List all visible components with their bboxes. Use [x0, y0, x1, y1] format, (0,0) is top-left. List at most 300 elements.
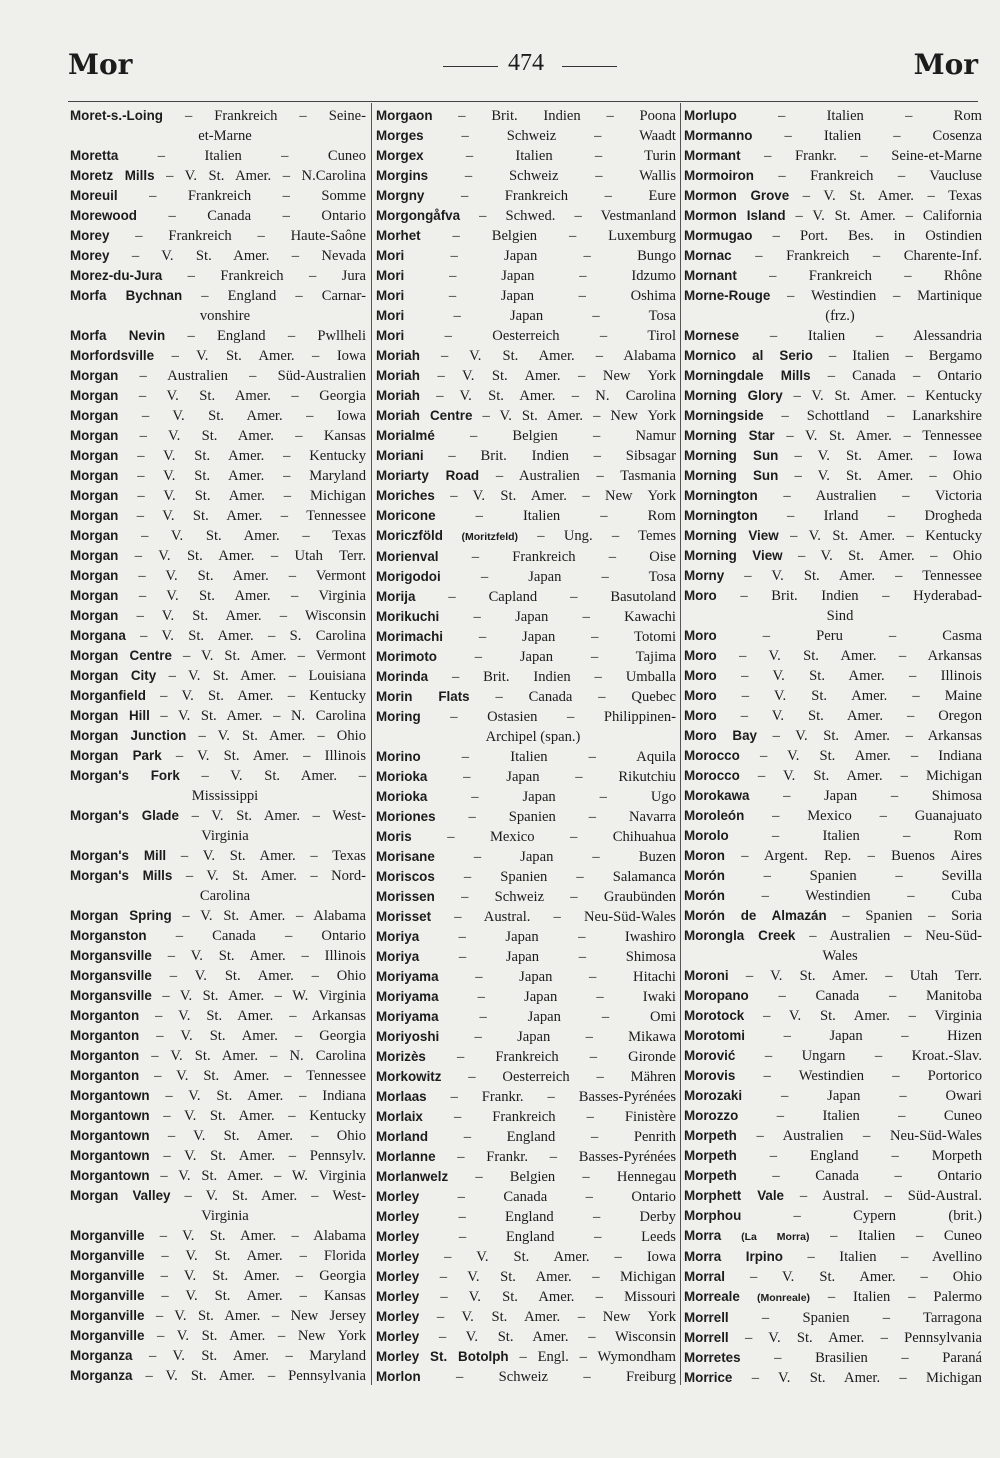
entry-location: – V. St. Amer. – Tennessee — [744, 568, 982, 584]
entry-alt-name: (Monreale) — [739, 1292, 811, 1304]
gazetteer-entry — [70, 1226, 366, 1246]
entry-headword: Morral — [684, 1269, 725, 1284]
entry-headword: Moreuil — [70, 188, 118, 203]
entry-headword: Morretes — [684, 1350, 741, 1365]
entry-headword: Morley — [376, 1329, 420, 1344]
entry-location: – V. St. Amer. – Tennessee — [136, 508, 366, 524]
entry-location: – Canada – Ontario — [175, 928, 366, 944]
entry-headword: Morning View — [684, 528, 779, 543]
entry-location: – Italien – Cosenza — [784, 128, 982, 144]
entry-location: – V. St. Amer. – Arkansas — [772, 728, 983, 744]
entry-headword: Morganton — [70, 1028, 140, 1043]
entry-location: – Japan – Iwashiro — [458, 929, 676, 945]
entry-location: – V. St. Amer. – Iowa — [171, 348, 367, 364]
entry-headword: Morning Star — [684, 428, 775, 443]
entry-location: – Westindien – Portorico — [763, 1068, 982, 1084]
gazetteer-entry — [376, 987, 676, 1007]
entry-headword: Morón de Almazán — [684, 908, 827, 923]
gazetteer-entry — [684, 1186, 982, 1206]
gazetteer-entry — [376, 787, 676, 807]
entry-location: – Italien – Avellino — [807, 1249, 982, 1265]
gazetteer-entry — [376, 1347, 676, 1367]
column-divider — [371, 103, 372, 1385]
entry-location: – Peru – Casma — [762, 628, 982, 644]
entry-location: – Japan – Shimosa — [458, 949, 676, 965]
entry-headword: Moriyama — [376, 1009, 439, 1024]
entry-location: – Australien – Tasmania — [495, 468, 676, 484]
entry-location: – V. St. Amer. – W. Virginia — [162, 988, 366, 1004]
entry-location: – V. St. Amer. – Ohio — [794, 468, 982, 484]
entry-headword: Moring — [376, 709, 421, 724]
entry-location: – Spanien – Tarragona — [761, 1310, 982, 1326]
gazetteer-entry — [684, 1126, 982, 1146]
entry-location: – V. St. Amer. – Ohio — [198, 728, 366, 744]
entry-location: – V. St. Amer. – Kentucky — [163, 1108, 366, 1124]
entry-location: – Engl. – Wymondham — [519, 1349, 677, 1365]
gazetteer-entry — [70, 1286, 366, 1306]
gazetteer-entry — [70, 106, 366, 146]
entry-headword: Morgan — [70, 568, 119, 583]
entry-location: – V. St. Amer. – Wisconsin — [438, 1329, 676, 1345]
entry-headword: Moriarty Road — [376, 468, 480, 483]
gazetteer-entry — [70, 366, 366, 386]
entry-location: – England – Leeds — [458, 1229, 676, 1245]
entry-headword: Morgan — [70, 408, 119, 423]
gazetteer-entry — [376, 607, 676, 627]
entry-location: – V. St. Amer. – W. Virginia — [160, 1168, 366, 1184]
gazetteer-entry — [376, 1067, 676, 1087]
gazetteer-entry — [376, 667, 676, 687]
entry-location: – Japan – Oshima — [448, 288, 676, 304]
gazetteer-entry — [684, 1226, 982, 1247]
gazetteer-entry — [684, 406, 982, 426]
entry-location: – Japan – Omi — [479, 1009, 676, 1025]
gazetteer-entry — [70, 1186, 366, 1226]
entry-headword: Morgan's Mill — [70, 848, 167, 863]
entry-location: – V. St. Amer. – Illinois — [167, 948, 366, 964]
entry-headword: Morgaon — [376, 108, 433, 123]
gazetteer-entry — [70, 726, 366, 746]
entry-location: – Irland – Drogheda — [786, 508, 982, 524]
entry-location: – England – Morpeth — [769, 1148, 982, 1164]
entry-location: – Frankreich – Charente-Inf. — [755, 248, 982, 264]
gazetteer-entry — [376, 847, 676, 867]
entry-continuation: Wales — [822, 948, 858, 964]
page-header — [0, 44, 1000, 84]
entry-location: – V. St. Amer. – Iowa — [444, 1249, 677, 1265]
entry-headword: Mornese — [684, 328, 740, 343]
gazetteer-entry — [684, 146, 982, 166]
gazetteer-entry — [70, 986, 366, 1006]
gazetteer-entry — [684, 346, 982, 366]
entry-headword: Morpeth — [684, 1148, 737, 1163]
entry-headword: Morija — [376, 589, 416, 604]
entry-location: – V. St. Amer. – Kansas — [161, 1288, 366, 1304]
entry-location: – V. St. Amer. – Illinois — [175, 748, 366, 764]
entry-headword: Morgan — [70, 448, 119, 463]
entry-location: – Ungarn – Kroat.-Slav. — [764, 1048, 982, 1064]
gazetteer-entry — [376, 1327, 676, 1347]
gazetteer-entry — [70, 666, 366, 686]
gazetteer-entry — [684, 1146, 982, 1166]
entry-location: – V. St. Amer. – Texas — [141, 528, 366, 544]
gazetteer-entry — [70, 1266, 366, 1286]
gazetteer-entry — [376, 1027, 676, 1047]
gazetteer-entry — [376, 266, 676, 286]
entry-headword: Mornington — [684, 508, 758, 523]
gazetteer-entry — [376, 547, 676, 567]
entry-location: – Brit. Indien – Hyderabad- — [740, 588, 982, 604]
entry-location: – V. St. Amer. – Virginia — [138, 588, 366, 604]
entry-location: – Belgien – Luxemburg — [452, 228, 676, 244]
entry-location: – Schweiz – Graubünden — [461, 889, 676, 905]
entry-headword: Mornington — [684, 488, 758, 503]
entry-location: – Japan – Hizen — [783, 1028, 982, 1044]
entry-location: – V. St. Amer. – Iowa — [794, 448, 982, 464]
entry-headword: Morgan — [70, 488, 119, 503]
entry-headword: Morgan City — [70, 668, 157, 683]
entry-location: – V. St. Amer. – Ohio — [749, 1269, 982, 1285]
entry-location: – Italien – Cuneo — [776, 1108, 982, 1124]
entry-headword: Morganza — [70, 1368, 133, 1383]
gazetteer-column-1 — [70, 106, 366, 1386]
header-rule-left — [443, 66, 498, 67]
entry-location: – V. St. Amer. – Vermont — [182, 648, 366, 664]
entry-headword: Mornant — [684, 268, 737, 283]
gazetteer-entry — [70, 966, 366, 986]
entry-headword: Morgana — [70, 628, 126, 643]
entry-location: – Frankr. – Basses-Pyrénées — [457, 1149, 676, 1165]
entry-location: – Ostasien – Philippinen- — [450, 709, 676, 725]
gazetteer-entry — [684, 126, 982, 146]
entry-location: – V. St. Amer. – New Jersey — [155, 1308, 366, 1324]
entry-location: – Japan – Ugo — [471, 789, 676, 805]
entry-headword: Moriones — [376, 809, 436, 824]
gazetteer-entry — [376, 1307, 676, 1327]
gazetteer-entry — [376, 1047, 676, 1067]
entry-location: – V. St. Amer. – Georgia — [156, 1028, 366, 1044]
gazetteer-entry — [376, 1007, 676, 1027]
entry-headword: Morley St. Botolph — [376, 1349, 509, 1364]
gazetteer-entry — [684, 466, 982, 486]
entry-headword: Morganfield — [70, 688, 146, 703]
entry-headword: Morgan Spring — [70, 908, 172, 923]
entry-headword: Morny — [684, 568, 725, 583]
entry-location: – V. St. Amer. – Wisconsin — [136, 608, 366, 624]
entry-headword: Moriah — [376, 368, 420, 383]
entry-headword: Morokawa — [684, 788, 750, 803]
gazetteer-entry — [684, 386, 982, 406]
entry-headword: Morgins — [376, 168, 429, 183]
gazetteer-entry — [70, 706, 366, 726]
entry-headword: Morisset — [376, 909, 432, 924]
entry-headword: Moroleón — [684, 808, 745, 823]
gazetteer-entry — [376, 627, 676, 647]
gazetteer-entry — [70, 606, 366, 626]
entry-location: – V. St. Amer. – N. Carolina — [436, 388, 676, 404]
entry-location: – Austral. – Neu-Süd-Wales — [454, 909, 676, 925]
entry-location: – Japan – Buzen — [473, 849, 676, 865]
gazetteer-entry — [70, 226, 366, 246]
entry-location: – Japan – Idzumo — [449, 268, 676, 284]
entry-location: – V. St. Amer. – Missouri — [440, 1289, 676, 1305]
entry-location: – Schweiz – Wallis — [464, 168, 676, 184]
entry-headword: Mornico al Serio — [684, 348, 813, 363]
gazetteer-entry — [376, 506, 676, 526]
gazetteer-entry — [376, 246, 676, 266]
entry-headword: Morning Sun — [684, 448, 779, 463]
gazetteer-entry — [70, 586, 366, 606]
gazetteer-entry — [70, 346, 366, 366]
entry-headword: Morlon — [376, 1369, 421, 1384]
entry-location: – Canada – Quebec — [495, 689, 676, 705]
entry-headword: Moriczföld — [376, 528, 443, 543]
gazetteer-entry — [70, 446, 366, 466]
gazetteer-entry — [376, 1367, 676, 1387]
entry-headword: Morocco — [684, 768, 740, 783]
entry-headword: Morón — [684, 888, 725, 903]
gazetteer-entry — [684, 1308, 982, 1328]
gazetteer-entry — [70, 626, 366, 646]
entry-headword: Morganville — [70, 1248, 145, 1263]
entry-headword: Moricone — [376, 508, 436, 523]
entry-headword: Morinda — [376, 669, 429, 684]
gazetteer-entry — [70, 166, 366, 186]
gazetteer-entry — [684, 626, 982, 646]
entry-headword: Morley — [376, 1309, 420, 1324]
gazetteer-entry — [376, 1107, 676, 1127]
gazetteer-entry — [684, 646, 982, 666]
gazetteer-entry — [70, 1346, 366, 1366]
entry-headword: Morey — [70, 228, 110, 243]
entry-location: – Japan – Tajima — [474, 649, 676, 665]
gazetteer-entry — [684, 906, 982, 926]
gazetteer-entry — [70, 926, 366, 946]
entry-location: – Schottland – Lanarkshire — [781, 408, 982, 424]
entry-headword: Morgantown — [70, 1088, 150, 1103]
entry-headword: Morganville — [70, 1228, 145, 1243]
entry-location: – V. St. Amer. – Kentucky — [793, 388, 982, 404]
entry-location: – Italien – Cuneo — [809, 1228, 982, 1244]
entry-headword: Morgan's Mills — [70, 868, 173, 883]
entry-headword: Morreale — [684, 1289, 740, 1304]
entry-location: – V. St. Amer. – Maryland — [149, 1348, 366, 1364]
entry-location: – V. St. Amer. – New York — [450, 488, 676, 504]
gazetteer-entry — [70, 806, 366, 846]
entry-headword: Morley — [376, 1269, 420, 1284]
entry-location: – Canada – Ontario — [772, 1168, 982, 1184]
entry-location: – V. St. Amer. – Louisiana — [168, 668, 366, 684]
gazetteer-entry — [70, 1166, 366, 1186]
entry-location: – Belgien – Hennegau — [475, 1169, 676, 1185]
entry-continuation: Mississippi — [191, 788, 259, 804]
entry-headword: Morning Glory — [684, 388, 783, 403]
entry-location: – V. St. Amer. – Iowa — [141, 408, 367, 424]
entry-headword: Mormant — [684, 148, 741, 163]
entry-location: – Brit. Indien – Sibsagar — [448, 448, 676, 464]
gazetteer-entry — [684, 926, 982, 966]
gazetteer-entry — [70, 906, 366, 926]
gazetteer-entry — [70, 566, 366, 586]
entry-headword: Morphett Vale — [684, 1188, 784, 1203]
entry-headword: Moro — [684, 668, 717, 683]
entry-location: – V. St. Amer. – New York — [437, 368, 676, 384]
gazetteer-entry — [70, 246, 366, 266]
entry-location: – V. St. Amer. – N.Carolina — [166, 168, 366, 184]
entry-headword: Morgan — [70, 548, 119, 563]
entry-headword: Morimoto — [376, 649, 437, 664]
gazetteer-entry — [684, 786, 982, 806]
gazetteer-entry — [376, 226, 676, 246]
gazetteer-entry — [684, 1026, 982, 1046]
gazetteer-entry — [70, 426, 366, 446]
entry-location: – Brit. Indien – Poona — [458, 108, 676, 124]
entry-headword: Morgansville — [70, 948, 152, 963]
gazetteer-entry — [376, 647, 676, 667]
entry-headword: Morgan — [70, 428, 119, 443]
entry-headword: Mormoiron — [684, 168, 754, 183]
entry-location: – V. St. Amer. – New York — [482, 408, 676, 424]
entry-headword: Morphou — [684, 1208, 742, 1223]
entry-headword: Morning View — [684, 548, 783, 563]
gazetteer-entry — [70, 266, 366, 286]
entry-headword: Moriani — [376, 448, 424, 463]
entry-headword: Morienval — [376, 549, 439, 564]
gazetteer-entry — [70, 646, 366, 666]
entry-location: – Belgien – Namur — [469, 428, 676, 444]
entry-alt-name: (La Morra) — [721, 1231, 810, 1243]
entry-location: – V. St. Amer. – Kentucky — [160, 688, 366, 704]
gazetteer-entry — [70, 486, 366, 506]
entry-headword: Mori — [376, 328, 405, 343]
entry-location: – V. St. Amer. – N. Carolina — [160, 708, 366, 724]
entry-location: – V. St. Amer. – Alabama — [159, 1228, 366, 1244]
entry-location: – V. St. Amer. – Pennsylvania — [744, 1330, 982, 1346]
entry-location: – Mexico – Guanajuato — [772, 808, 982, 824]
gazetteer-entry — [70, 146, 366, 166]
entry-headword: Morgan — [70, 608, 119, 623]
entry-headword: Morley — [376, 1209, 420, 1224]
gazetteer-entry — [684, 586, 982, 626]
entry-headword: Morpeth — [684, 1168, 737, 1183]
gazetteer-entry — [70, 186, 366, 206]
entry-headword: Morgantown — [70, 1168, 150, 1183]
gazetteer-entry — [70, 1026, 366, 1046]
entry-headword: Morioka — [376, 789, 428, 804]
entry-location: – Westindien – Cuba — [761, 888, 982, 904]
entry-location: – Italien – Palermo — [810, 1289, 982, 1305]
gazetteer-entry — [684, 1006, 982, 1026]
entry-continuation: Virginia — [201, 828, 249, 844]
entry-headword: Morgny — [376, 188, 425, 203]
entry-headword: Mori — [376, 268, 405, 283]
entry-headword: Morioka — [376, 769, 428, 784]
entry-location: – Japan – Iwaki — [477, 989, 676, 1005]
gazetteer-entry — [70, 206, 366, 226]
gazetteer-entry — [684, 226, 982, 246]
entry-headword: Morgansville — [70, 988, 152, 1003]
page-number: 474 — [508, 50, 544, 76]
gazetteer-entry — [376, 947, 676, 967]
gazetteer-entry — [684, 1086, 982, 1106]
gazetteer-entry — [684, 486, 982, 506]
gazetteer-entry — [376, 386, 676, 406]
entry-headword: Morley — [376, 1189, 420, 1204]
gazetteer-entry — [684, 526, 982, 546]
entry-headword: Mormanno — [684, 128, 753, 143]
entry-location: – Italien – Turin — [465, 148, 676, 164]
entry-headword: Moriah Centre — [376, 408, 473, 423]
entry-location: – V. St. Amer. – Ohio — [798, 548, 982, 564]
gazetteer-entry — [684, 726, 982, 746]
gazetteer-entry — [376, 907, 676, 927]
gazetteer-entry — [70, 746, 366, 766]
gazetteer-entry — [376, 827, 676, 847]
gazetteer-entry — [684, 106, 982, 126]
entry-headword: Morganton — [70, 1068, 140, 1083]
entry-headword: Morey — [70, 248, 110, 263]
entry-headword: Morino — [376, 749, 421, 764]
entry-location: – Frankreich – Somme — [149, 188, 366, 204]
entry-location: – V. St. Amer. – S. Carolina — [140, 628, 366, 644]
entry-headword: Morra Irpino — [684, 1249, 783, 1264]
entry-headword: Morgantown — [70, 1128, 150, 1143]
entry-location: – Japan – Totomi — [478, 629, 677, 645]
entry-headword: Moriah — [376, 388, 420, 403]
entry-headword: Morlaix — [376, 1109, 423, 1124]
entry-location: – V. St. Amer. – Pennsylvania — [145, 1368, 366, 1384]
entry-headword: Morrell — [684, 1310, 729, 1325]
gazetteer-entry — [70, 466, 366, 486]
entry-headword: Morewood — [70, 208, 137, 223]
entry-location: – Canada – Ontario — [168, 208, 366, 224]
gazetteer-entry — [376, 106, 676, 126]
entry-location: – Japan – Shimosa — [783, 788, 982, 804]
entry-headword: Morizès — [376, 1049, 426, 1064]
entry-headword: Morgan — [70, 468, 119, 483]
entry-location: – V. St. Amer. – Michigan — [751, 1370, 982, 1386]
entry-headword: Moretz Mills — [70, 168, 155, 183]
entry-headword: Morozzo — [684, 1108, 739, 1123]
gazetteer-entry — [376, 1187, 676, 1207]
gazetteer-entry — [70, 506, 366, 526]
entry-headword: Moriscos — [376, 869, 435, 884]
gazetteer-entry — [376, 426, 676, 446]
entry-location: – Australien – Neu-Süd-Wales — [756, 1128, 982, 1144]
entry-location: – England – Derby — [458, 1209, 676, 1225]
entry-headword: Moris — [376, 829, 412, 844]
entry-headword: Morkowitz — [376, 1069, 442, 1084]
entry-headword: Morez-du-Jura — [70, 268, 163, 283]
entry-headword: Morrice — [684, 1370, 733, 1385]
entry-headword: Morisane — [376, 849, 435, 864]
entry-location: – V. St. Amer. – Alabama — [441, 348, 676, 364]
gazetteer-entry — [376, 186, 676, 206]
entry-continuation: Virginia — [201, 1208, 249, 1224]
gazetteer-column-3 — [684, 106, 982, 1388]
entry-location: – Frankreich – Jura — [187, 268, 366, 284]
entry-location: – V. St. Amer. – Texas — [180, 848, 366, 864]
gazetteer-column-2 — [376, 106, 676, 1387]
entry-headword: Moro — [684, 688, 717, 703]
gazetteer-entry — [70, 1106, 366, 1126]
entry-headword: Morning Sun — [684, 468, 779, 483]
entry-headword: Morgan Centre — [70, 648, 172, 663]
entry-headword: Moroni — [684, 968, 729, 983]
gazetteer-entry — [684, 1348, 982, 1368]
entry-location: – Australien – Neu-Süd- — [809, 928, 982, 944]
entry-headword: Morley — [376, 1289, 420, 1304]
